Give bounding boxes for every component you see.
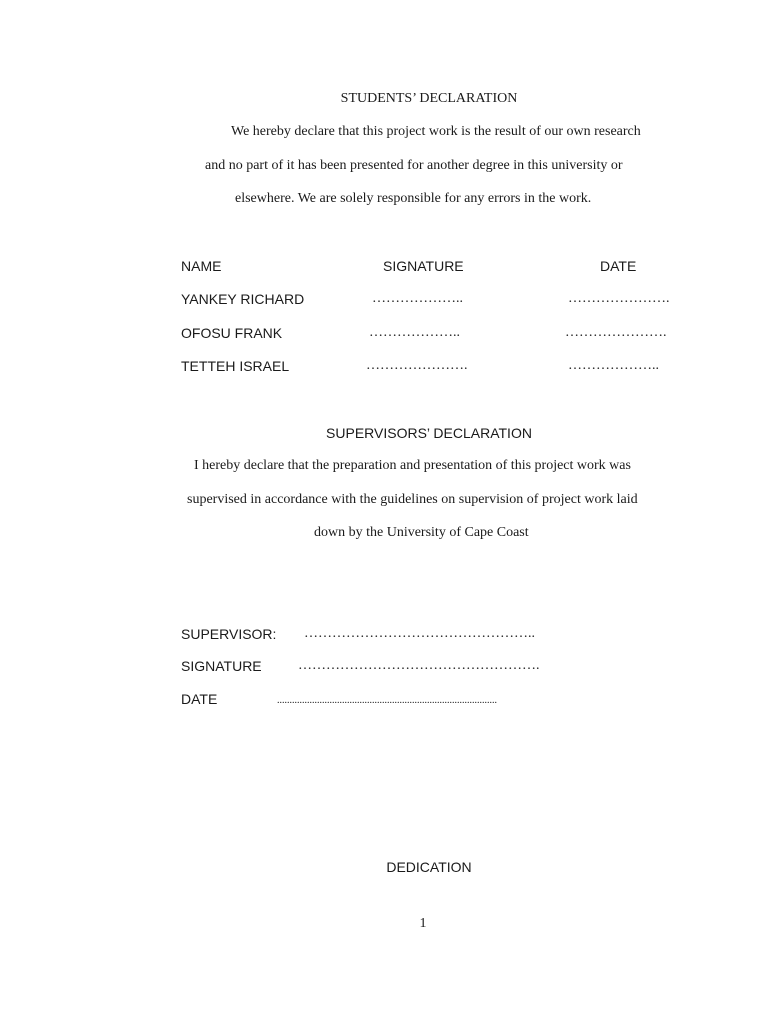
supervisor-name-line: …………………………………………..	[304, 626, 535, 641]
supervisors-declaration-line-2: supervised in accordance with the guidelines on supervision of project work laid	[187, 492, 638, 507]
supervisor-label: SUPERVISOR:	[181, 626, 277, 642]
student-date-line: ………………..	[568, 358, 659, 373]
student-name: TETTEH ISRAEL	[181, 358, 290, 374]
supervisors-declaration-line-1: I hereby declare that the preparation and presentation of this project work was	[194, 458, 631, 473]
name-column-header: NAME	[181, 258, 222, 274]
signature-column-header: SIGNATURE	[383, 258, 464, 274]
student-name: OFOSU FRANK	[181, 325, 283, 341]
student-signature-line: ………………….	[366, 358, 468, 373]
supervisor-date-label: DATE	[181, 691, 218, 707]
date-column-header: DATE	[600, 258, 637, 274]
supervisors-declaration-title: SUPERVISORS’ DECLARATION	[326, 425, 532, 441]
supervisor-signature-label: SIGNATURE	[181, 658, 262, 674]
students-declaration-title: STUDENTS’ DECLARATION	[340, 91, 518, 106]
page-number: 1	[419, 916, 427, 931]
student-signature-line: ………………..	[369, 325, 460, 340]
students-declaration-line-2: and no part of it has been presented for another degree in this university or	[205, 158, 623, 173]
supervisors-declaration-line-3: down by the University of Cape Coast	[314, 525, 529, 540]
student-name: YANKEY RICHARD	[181, 291, 305, 307]
student-date-line: ………………….	[568, 291, 670, 306]
supervisor-signature-line: …………………………………………….	[298, 658, 540, 673]
students-declaration-line-1: We hereby declare that this project work is the result of our own research	[231, 124, 641, 139]
students-declaration-line-3: elsewhere. We are solely responsible for any errors in the work.	[235, 191, 592, 206]
supervisor-date-line: ........................................................................................	[277, 695, 497, 706]
student-date-line: ………………….	[565, 325, 667, 340]
student-signature-line: ………………..	[372, 291, 463, 306]
dedication-heading: DEDICATION	[386, 859, 472, 875]
